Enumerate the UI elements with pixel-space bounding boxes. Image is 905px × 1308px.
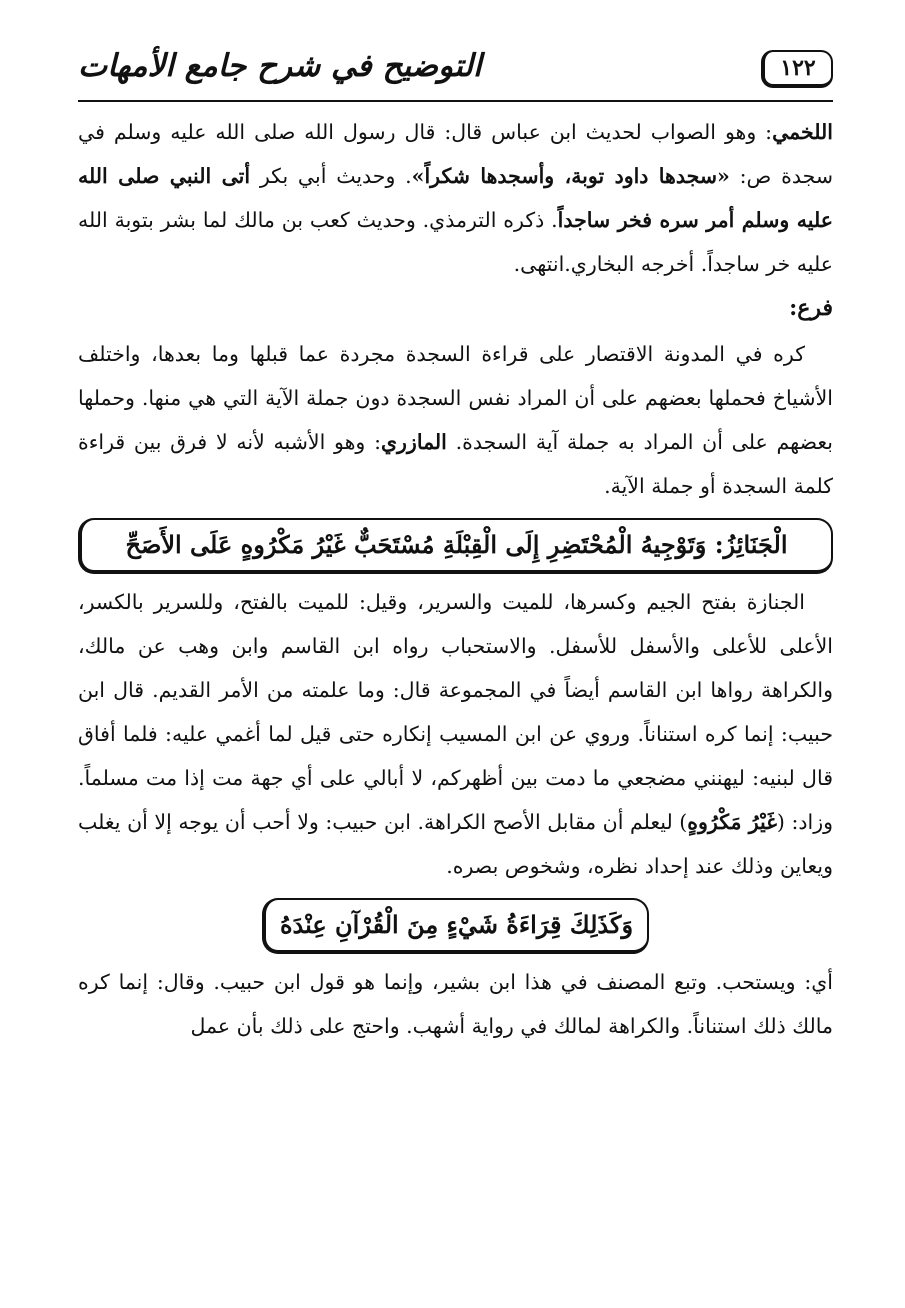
matn-quote: غَيْرُ مَكْرُوهٍ (687, 810, 777, 834)
paragraph-mudawwana (78, 332, 833, 508)
paragraph-text: . وحديث أبي بكر (250, 164, 412, 188)
paragraph-text: الجنازة بفتح الجيم وكسرها، للميت والسرير، وقيل: للميت بالفتح، وللسرير بالكسر، الأعلى للأعلى والأسفل للأسفل. والاستحباب رواه ابن القاسم وابن وهب عن مالك، والكراهة رواها ابن القاسم أيضاً في المجموعة قال: وما علمته من الأمر القديم. قال ابن حبيب: إنما كره استناناً. وروي عن ابن المسيب إنكاره حتى قيل لما أغمي عليه: فلما أفاق قال لبنيه: ليهنني مضجعي ما دمت بين أظهركم، لا أبالي على أي جهة مت إذا مت مسلماً. وزاد: ( (78, 590, 834, 834)
running-header (78, 46, 833, 102)
hadith-quote: أتى النبي صلى الله عليه وسلم أمر سره فخر ساجداً (78, 164, 833, 232)
scholar-name-lakhmi: اللخمي (772, 120, 833, 144)
paragraph-istihbab (78, 960, 833, 1048)
paragraph-text: : وهو الأشبه لأنه لا فرق بين قراءة كلمة السجدة أو جملة الآية. (78, 430, 833, 498)
hadith-quote: «سجدها داود توبة، وأسجدها شكراً» (411, 164, 730, 188)
paragraph-text: : وهو الصواب لحديث ابن عباس قال: قال رسول الله صلى الله عليه وسلم في سجدة ص: (78, 120, 833, 188)
section-label-far: فرع: (789, 295, 833, 321)
matn-box-wrapper (78, 898, 833, 954)
paragraph-text: . ذكره الترمذي. وحديث كعب بن مالك لما بشر بتوبة الله عليه خر ساجداً. أخرجه البخاري.انتهى. (78, 208, 833, 276)
matn-text-quran-recitation: وَكَذَلِكَ قِرَاءَةُ شَيْءٍ مِنَ الْقُرْآنِ عِنْدَهُ (262, 898, 649, 954)
page-number: ١٢٢ (780, 55, 816, 81)
paragraph-text: كره في المدونة الاقتصار على قراءة السجدة مجردة عما قبلها وما بعدها، واختلف الأشياخ فحملها بعضهم على أن المراد نفس السجدة دون جملة الآية التي هي منها. وحملها بعضهم على أن المراد به جملة آية السجدة. (78, 342, 833, 454)
matn-text-janaiz: الْجَنَائِزُ: وَتَوْجِيهُ الْمُحْتَضِرِ إِلَى الْقِبْلَةِ مُسْتَحَبٌّ غَيْرُ مَكْرُوهٍ عَلَى الأَصَحِّ (78, 518, 833, 574)
paragraph-lakhmi (78, 110, 833, 286)
matn-box-wrapper (78, 518, 833, 574)
book-title: التوضيح في شرح جامع الأمهات (78, 48, 482, 84)
scholar-name-mazari: المازري (380, 430, 447, 454)
paragraph-janaza (78, 580, 833, 888)
page-number-box (761, 50, 833, 88)
paragraph-text: أي: ويستحب. وتبع المصنف في هذا ابن بشير، وإنما هو قول ابن حبيب. وقال: إنما كره مالك ذلك استناناً. والكراهة لمالك في رواية أشهب. واحتج على ذلك بأن عمل (78, 970, 833, 1038)
paragraph-text: ) ليعلم أن مقابل الأصح الكراهة. ابن حبيب: ولا أحب أن يوجه إلا أن يغلب ويعاين وذلك عند إحداد نظره، وشخوص بصره. (78, 810, 833, 878)
